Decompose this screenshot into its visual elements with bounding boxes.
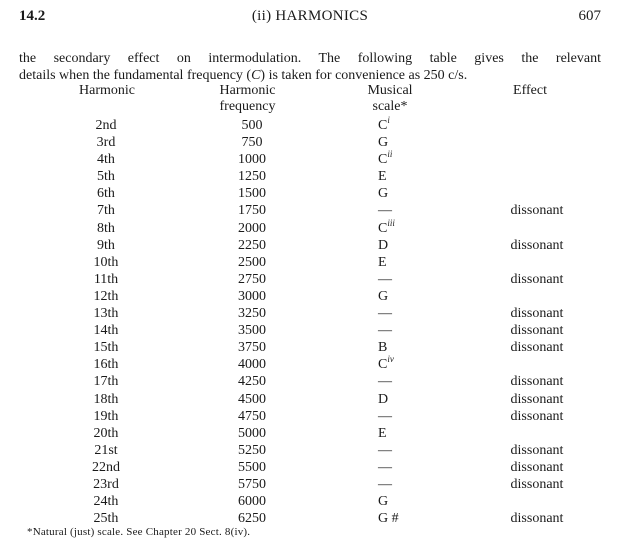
frequency-cell: 3750 <box>238 340 266 356</box>
scale-note: — <box>378 323 392 339</box>
table-row <box>0 151 618 168</box>
scale-note: C <box>378 220 388 236</box>
frequency-cell: 1500 <box>238 186 266 202</box>
fundamental-symbol: C <box>251 68 261 83</box>
scale-note: G <box>378 494 389 510</box>
octave-superscript: iv <box>387 354 394 365</box>
harmonic-cell: 25th <box>93 511 119 527</box>
column-header-effect <box>480 83 580 99</box>
scale-note: — <box>378 459 392 475</box>
scale-cell <box>378 305 418 322</box>
table-row <box>0 356 618 373</box>
scale-cell <box>378 202 418 219</box>
frequency-cell: 3250 <box>238 306 266 322</box>
scale-cell <box>378 288 418 305</box>
scale-cell <box>378 425 418 442</box>
harmonic-cell: 3rd <box>96 135 116 151</box>
scale-cell <box>378 254 418 271</box>
scale-cell <box>378 168 418 185</box>
scale-cell <box>378 510 418 527</box>
effect-cell: dissonant <box>510 271 564 287</box>
frequency-cell: 5750 <box>238 476 266 492</box>
table-row <box>0 288 618 305</box>
frequency-cell: 4500 <box>238 391 266 407</box>
effect-cell: dissonant <box>510 237 564 253</box>
scale-cell <box>378 134 418 151</box>
effect-cell: dissonant <box>510 340 564 356</box>
scale-note: D <box>378 237 389 253</box>
frequency-cell: 6000 <box>238 494 266 510</box>
effect-cell: dissonant <box>510 374 564 390</box>
scale-note: E <box>378 425 387 441</box>
harmonic-cell: 16th <box>93 357 119 373</box>
octave-superscript: ii <box>387 149 393 160</box>
column-header-frequency <box>200 83 295 115</box>
table-row <box>0 391 618 408</box>
scale-cell <box>378 151 418 168</box>
frequency-cell: 3000 <box>238 288 266 304</box>
scale-cell <box>378 271 418 288</box>
scale-cell <box>378 493 418 510</box>
table-row <box>0 373 618 390</box>
harmonic-cell: 5th <box>97 169 115 185</box>
harmonic-cell: 8th <box>97 220 115 236</box>
paragraph-line-2-end: ) is taken for convenience as 250 c/s. <box>260 68 468 83</box>
harmonic-cell: 24th <box>93 494 119 510</box>
harmonic-cell: 14th <box>93 323 119 339</box>
frequency-cell: 3500 <box>238 323 266 339</box>
frequency-cell: 6250 <box>238 511 266 527</box>
harmonic-cell: 12th <box>93 288 119 304</box>
effect-cell: dissonant <box>510 203 564 219</box>
scale-note: D <box>378 391 389 407</box>
frequency-cell: 1750 <box>238 203 266 219</box>
effect-cell: dissonant <box>510 391 564 407</box>
scale-cell <box>378 339 418 356</box>
section-number: 14.2 <box>19 8 46 24</box>
scale-note: — <box>378 271 392 287</box>
scale-cell <box>378 391 418 408</box>
harmonic-cell: 4th <box>97 152 115 168</box>
table-row <box>0 271 618 288</box>
scale-cell <box>378 185 418 202</box>
table-row <box>0 134 618 151</box>
frequency-cell: 2750 <box>238 271 266 287</box>
table-row <box>0 117 618 134</box>
column-header-harmonic <box>55 83 159 99</box>
frequency-cell: 2250 <box>238 237 266 253</box>
scale-note: G <box>378 135 389 151</box>
table-row <box>0 217 618 237</box>
scale-cell <box>378 117 418 134</box>
table-row <box>0 322 618 339</box>
scale-cell <box>378 322 418 339</box>
scale-note: G <box>378 288 389 304</box>
table-row <box>0 202 618 219</box>
harmonic-cell: 17th <box>93 374 119 390</box>
harmonic-cell: 10th <box>93 254 119 270</box>
table-row <box>0 425 618 442</box>
scale-cell <box>378 459 418 476</box>
scale-note: C <box>378 118 388 133</box>
effect-cell: dissonant <box>510 511 564 527</box>
effect-cell: dissonant <box>510 459 564 475</box>
frequency-cell: 4750 <box>238 408 266 424</box>
harmonic-cell: 13th <box>93 306 119 322</box>
frequency-cell: 500 <box>241 118 263 133</box>
harmonic-cell: 6th <box>97 186 115 202</box>
scale-note: C <box>378 357 388 373</box>
harmonic-cell: 19th <box>93 408 119 424</box>
scale-cell <box>378 356 418 373</box>
scale-note: G # <box>378 511 399 527</box>
effect-cell: dissonant <box>510 408 564 424</box>
scale-note: — <box>378 442 392 458</box>
scale-note: — <box>378 203 392 219</box>
scale-note: E <box>378 254 387 270</box>
table-row <box>0 168 618 185</box>
header-frequency-line-1: Harmonic <box>219 83 276 98</box>
header-effect-label: Effect <box>513 83 547 98</box>
table-row <box>0 493 618 510</box>
harmonic-cell: 23rd <box>93 476 119 492</box>
harmonic-cell: 15th <box>93 340 119 356</box>
table-row <box>0 510 618 527</box>
frequency-cell: 4000 <box>238 357 266 373</box>
paragraph-line-2 <box>19 67 601 84</box>
frequency-cell: 2500 <box>238 254 266 270</box>
header-harmonic-label: Harmonic <box>79 83 135 98</box>
table-row <box>0 459 618 476</box>
table-row <box>0 254 618 271</box>
column-header-scale <box>330 83 450 115</box>
scale-note: — <box>378 374 392 390</box>
scale-cell <box>378 442 418 459</box>
scale-note: C <box>378 152 388 168</box>
harmonic-cell: 20th <box>93 425 119 441</box>
page-title: (ii) HARMONICS <box>251 8 369 24</box>
effect-cell: dissonant <box>510 306 564 322</box>
table-row <box>0 237 618 254</box>
frequency-cell: 5000 <box>238 425 266 441</box>
frequency-cell: 1250 <box>238 169 266 185</box>
footnote: *Natural (just) scale. See Chapter 20 Sect. 8(iv). <box>27 526 251 538</box>
harmonic-cell: 9th <box>97 237 115 253</box>
scale-note: — <box>378 408 392 424</box>
octave-superscript: i <box>387 115 390 125</box>
harmonic-cell: 22nd <box>92 459 120 475</box>
paragraph-line-2-start: details when the fundamental frequency ( <box>19 68 252 83</box>
scale-note: B <box>378 340 388 356</box>
header-frequency-line-2: frequency <box>219 99 276 114</box>
harmonic-cell: 2nd <box>95 118 117 133</box>
effect-cell: dissonant <box>510 442 564 458</box>
frequency-cell: 2000 <box>238 220 266 236</box>
frequency-cell: 1000 <box>238 152 266 168</box>
table-row <box>0 185 618 202</box>
frequency-cell: 5250 <box>238 442 266 458</box>
intro-paragraph <box>19 50 601 84</box>
header-scale-line-1: Musical <box>367 83 413 98</box>
scale-cell <box>378 476 418 493</box>
paragraph-line-1: the secondary effect on intermodulation. The following table gives the relevant <box>19 51 601 66</box>
frequency-cell: 5500 <box>238 459 266 475</box>
page-header <box>19 8 601 28</box>
harmonic-cell: 7th <box>97 203 115 219</box>
scale-note: G <box>378 186 389 202</box>
scale-cell <box>378 237 418 254</box>
effect-cell: dissonant <box>510 323 564 339</box>
scale-note: — <box>378 476 392 492</box>
harmonic-cell: 21st <box>94 442 118 458</box>
header-scale-line-2: scale* <box>372 99 408 114</box>
page-number: 607 <box>578 8 601 24</box>
scale-note: — <box>378 306 392 322</box>
harmonics-table-body <box>0 117 618 527</box>
scale-cell <box>378 217 418 237</box>
frequency-cell: 750 <box>241 135 263 151</box>
table-row <box>0 305 618 322</box>
octave-superscript: iii <box>387 217 395 228</box>
table-row <box>0 339 618 356</box>
frequency-cell: 4250 <box>238 374 266 390</box>
scale-cell <box>378 408 418 425</box>
table-row <box>0 476 618 493</box>
table-row <box>0 442 618 459</box>
table-row <box>0 408 618 425</box>
effect-cell: dissonant <box>510 476 564 492</box>
scale-note: E <box>378 169 387 185</box>
harmonic-cell: 11th <box>93 271 119 287</box>
harmonic-cell: 18th <box>93 391 119 407</box>
scale-cell <box>378 373 418 390</box>
